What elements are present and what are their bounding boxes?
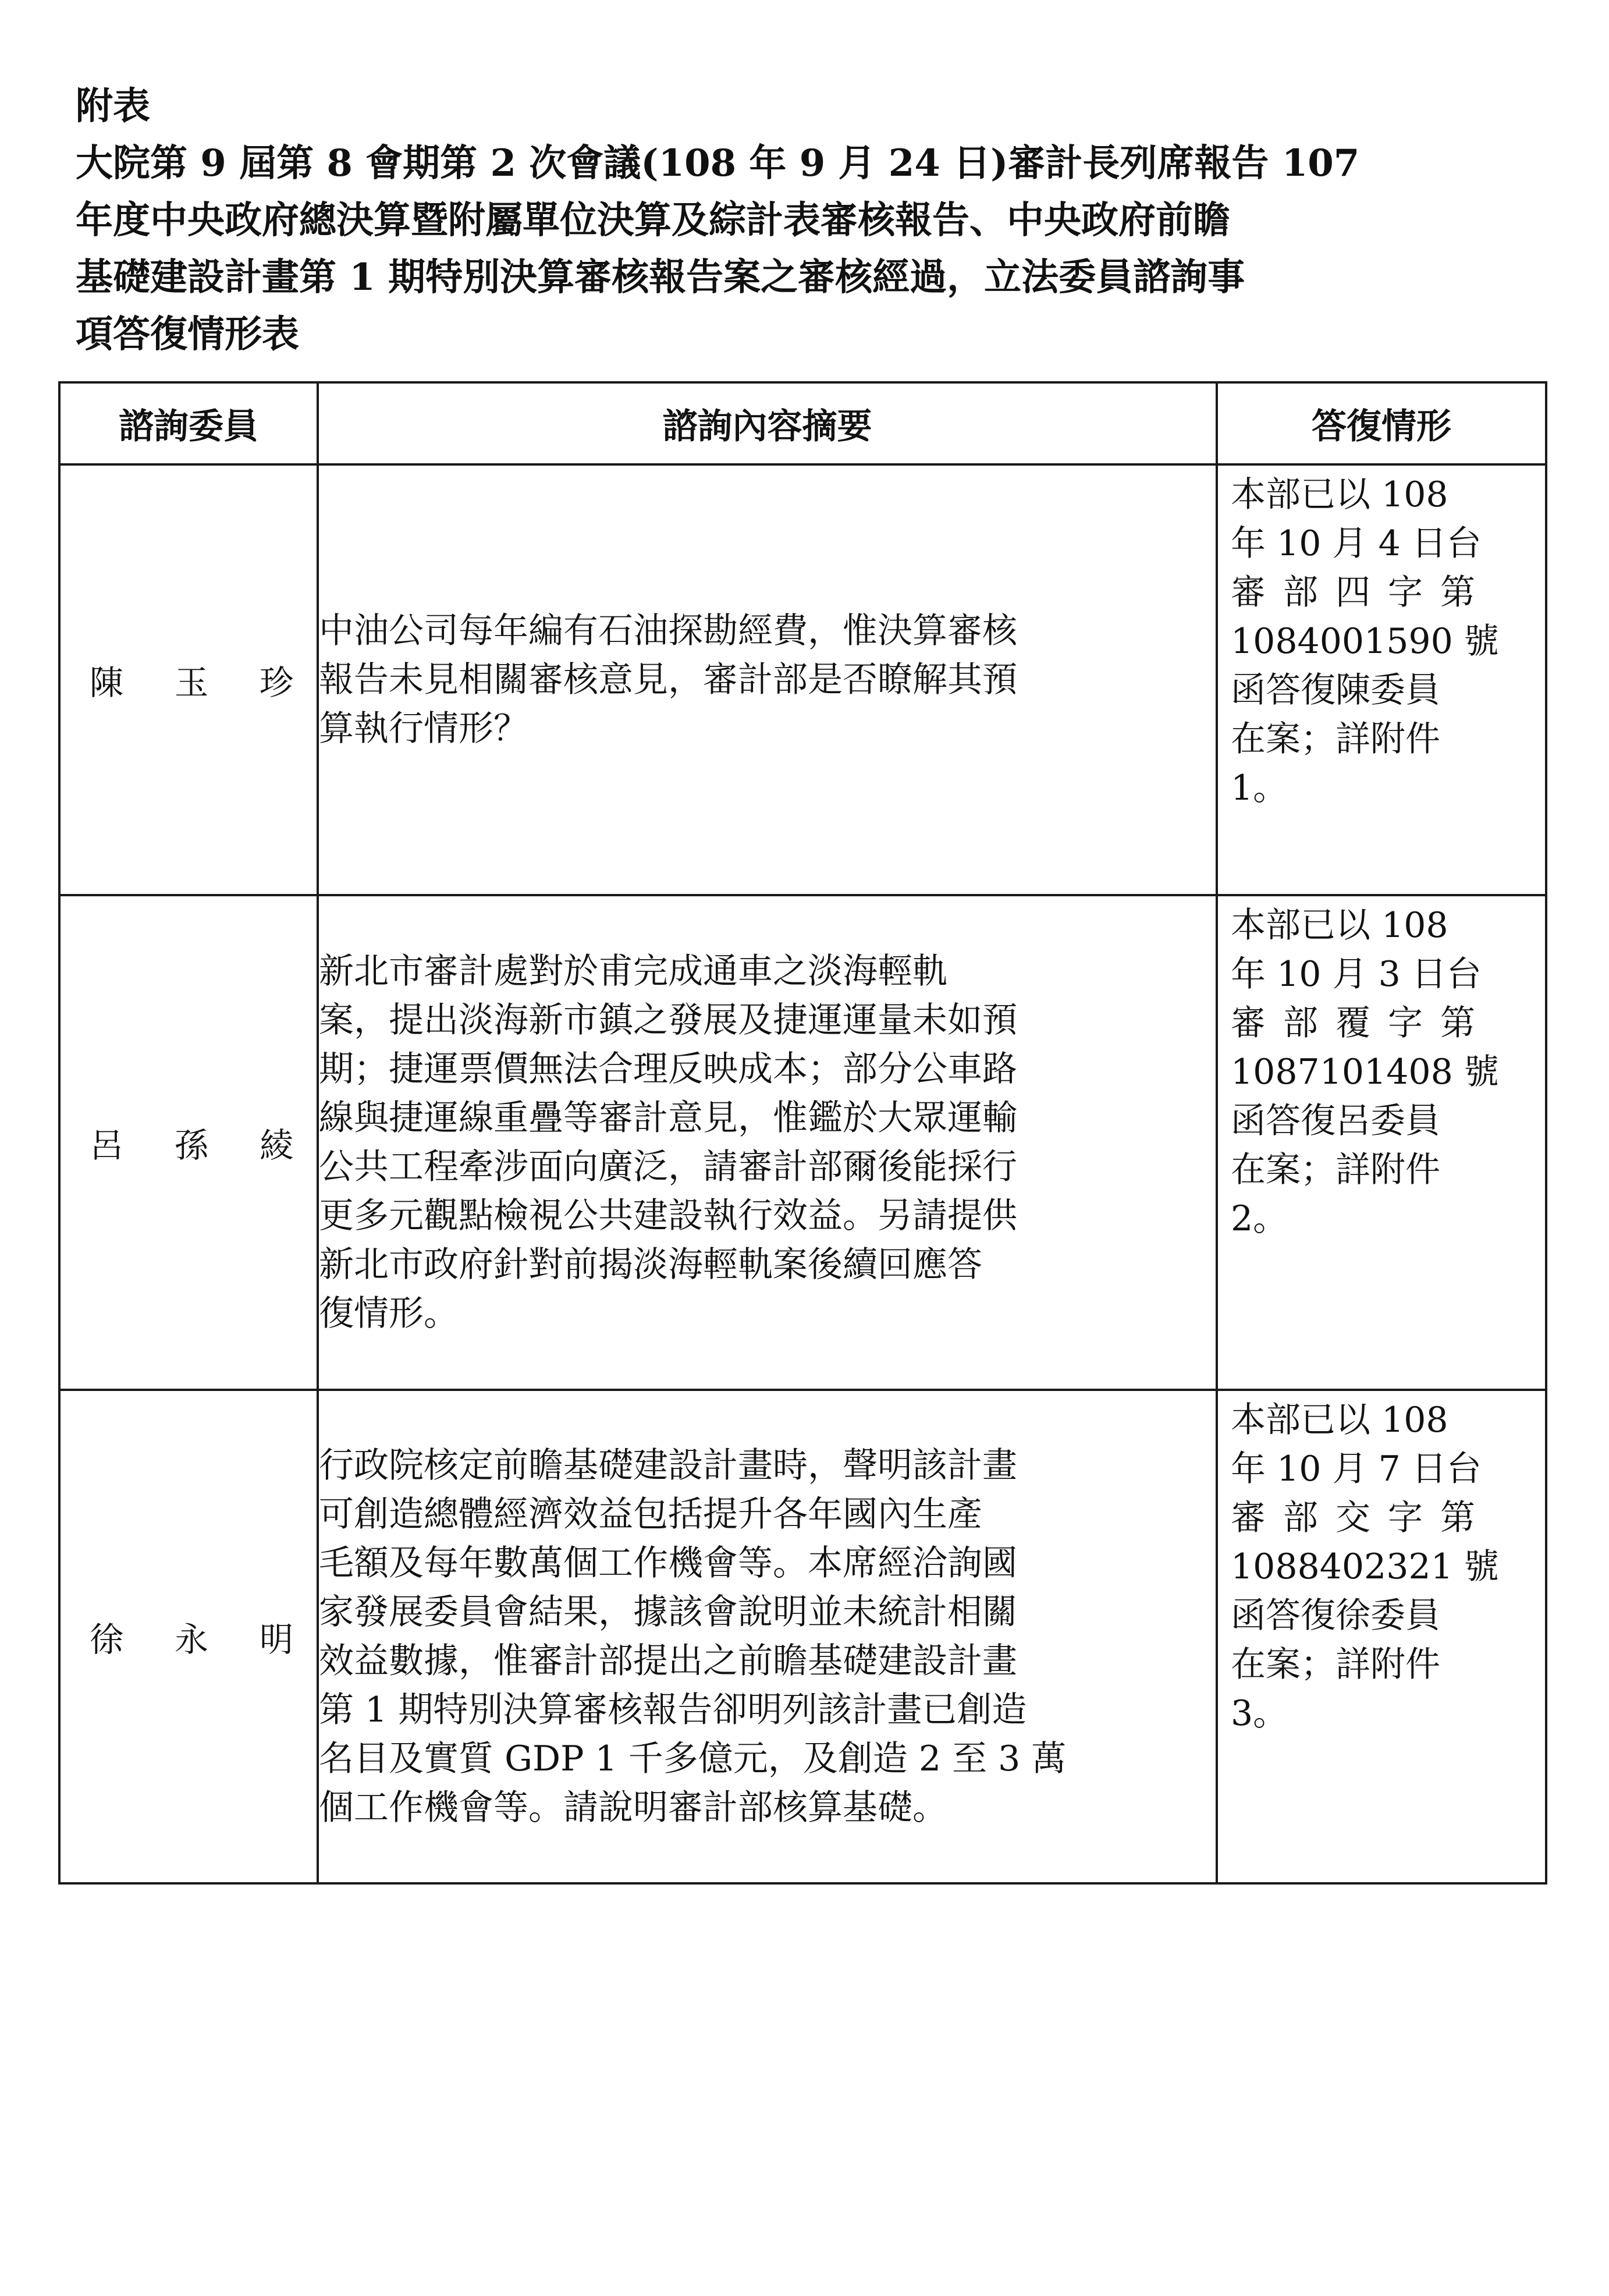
- member-cell: [59, 1390, 318, 1883]
- reply-cell: [1217, 1390, 1546, 1883]
- reply-line: 本部已以 108: [1231, 1400, 1448, 1440]
- content-line: 中油公司每年編有石油探勘經費，惟決算審核: [319, 611, 1017, 651]
- content-line: 案，提出淡海新市鎮之發展及捷運運量未如預: [319, 1000, 1017, 1041]
- reply-line: 審部交字第: [1231, 1497, 1493, 1538]
- content-line: 毛額及每年數萬個工作機會等。本席經洽詢國: [319, 1543, 1017, 1584]
- content-line: 期；捷運票價無法合理反映成本；部分公車路: [319, 1049, 1017, 1090]
- title-line: 基礎建設計畫第 1 期特別決算審核報告案之審核經過，立法委員諮詢事: [76, 255, 1245, 299]
- reply-line: 1。: [1231, 768, 1288, 808]
- content-line: 可創造總體經濟效益包括提升各年國內生產: [319, 1494, 982, 1535]
- content-line: 算執行情形？: [319, 708, 528, 749]
- member-name: [61, 1612, 317, 1661]
- content-cell: [318, 464, 1217, 895]
- document-title: [76, 135, 1536, 363]
- reply-line: 1088402321 號: [1231, 1546, 1499, 1587]
- table-row: [59, 895, 1546, 1390]
- reply-line: 年 10 月 4 日台: [1231, 523, 1482, 564]
- member-cell: [59, 895, 318, 1390]
- reply-line: 審部覆字第: [1231, 1003, 1493, 1044]
- content-line: 行政院核定前瞻基礎建設計畫時，聲明該計畫: [319, 1445, 1017, 1486]
- reply-line: 函答復徐委員: [1231, 1595, 1440, 1636]
- title-line: 大院第 9 屆第 8 會期第 2 次會議(108 年 9 月 24 日)審計長列席報告 107: [76, 141, 1360, 185]
- reply-cell: [1217, 464, 1546, 895]
- reply-line: 在案；詳附件: [1231, 1149, 1440, 1190]
- reply-line: 函答復陳委員: [1231, 670, 1440, 711]
- table-row: [59, 464, 1546, 895]
- inquiry-reply-table: [58, 381, 1547, 1885]
- title-line: 項答復情形表: [76, 313, 299, 356]
- content-line: 復情形。: [319, 1293, 459, 1334]
- member-cell: [59, 464, 318, 895]
- table-row: [59, 1390, 1546, 1883]
- member-name-char: 玉: [174, 663, 208, 702]
- content-line: 名目及實質 GDP 1 千多億元，及創造 2 至 3 萬: [319, 1738, 1067, 1779]
- reply-line: 2。: [1231, 1198, 1288, 1239]
- title-line: 年度中央政府總決算暨附屬單位決算及綜計表審核報告、中央政府前瞻: [76, 198, 1230, 242]
- content-line: 新北市審計處對於甫完成通車之淡海輕軌: [319, 951, 947, 992]
- reply-cell: [1217, 895, 1546, 1390]
- reply-line: 1087101408 號: [1231, 1052, 1499, 1092]
- table-header-row: [59, 382, 1546, 464]
- reply-line: 1084001590 號: [1231, 621, 1499, 662]
- reply-line: 在案；詳附件: [1231, 719, 1440, 760]
- content-line: 家發展委員會結果，據該會說明並未統計相關: [319, 1592, 1017, 1633]
- content-cell: [318, 1390, 1217, 1883]
- column-header-reply: 答復情形: [1217, 382, 1546, 464]
- column-header-content: 諮詢內容摘要: [318, 382, 1217, 464]
- content-cell: [318, 895, 1217, 1390]
- member-name-char: 徐: [90, 1620, 124, 1659]
- member-name-char: 孫: [174, 1126, 208, 1165]
- content-line: 線與捷運線重疊等審計意見，惟鑑於大眾運輸: [319, 1098, 1017, 1138]
- member-name-char: 明: [259, 1620, 293, 1659]
- member-name-char: 綾: [259, 1126, 293, 1165]
- reply-line: 本部已以 108: [1231, 474, 1448, 515]
- reply-line: 在案；詳附件: [1231, 1644, 1440, 1685]
- member-name-char: 永: [174, 1620, 208, 1659]
- member-name-char: 呂: [90, 1126, 124, 1165]
- reply-line: 函答復呂委員: [1231, 1101, 1440, 1141]
- reply-line: 審部四字第: [1231, 572, 1493, 613]
- reply-line: 年 10 月 7 日台: [1231, 1449, 1482, 1489]
- content-line: 第 1 期特別決算審核報告卻明列該計畫已創造: [319, 1690, 1027, 1730]
- member-name-char: 陳: [90, 663, 124, 702]
- attachment-label: 附表: [76, 84, 150, 128]
- content-line: 效益數據，惟審計部提出之前瞻基礎建設計畫: [319, 1641, 1017, 1681]
- member-name: [61, 655, 317, 704]
- reply-line: 年 10 月 3 日台: [1231, 954, 1482, 995]
- reply-line: 本部已以 108: [1231, 905, 1448, 946]
- member-name-char: 珍: [259, 663, 293, 702]
- member-name: [61, 1118, 317, 1167]
- content-line: 報告未見相關審核意見，審計部是否瞭解其預: [319, 659, 1017, 700]
- content-line: 公共工程牽涉面向廣泛，請審計部爾後能採行: [319, 1147, 1017, 1187]
- content-line: 個工作機會等。請說明審計部核算基礎。: [319, 1787, 947, 1828]
- column-header-member: 諮詢委員: [59, 382, 318, 464]
- content-line: 更多元觀點檢視公共建設執行效益。另請提供: [319, 1195, 1017, 1236]
- content-line: 新北市政府針對前揭淡海輕軌案後續回應答: [319, 1244, 982, 1285]
- reply-line: 3。: [1231, 1693, 1288, 1734]
